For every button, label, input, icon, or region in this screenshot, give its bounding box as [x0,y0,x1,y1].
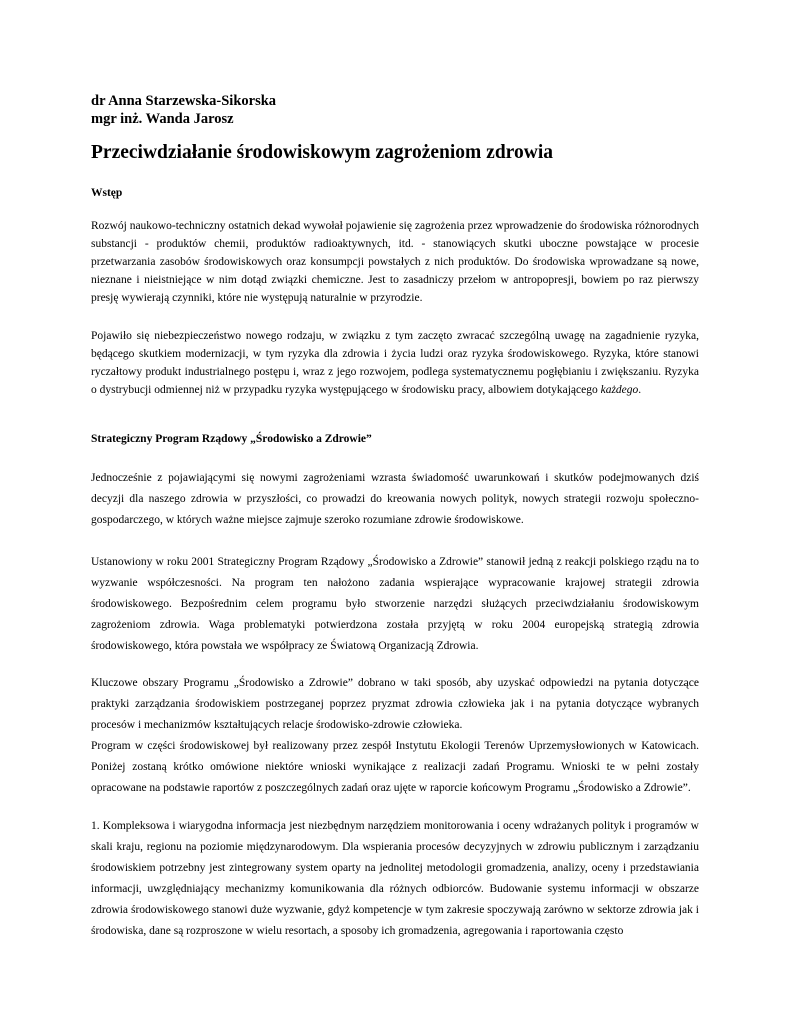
paragraph-2-end: . [638,384,642,396]
paragraph-2-emphasis: każdego [600,384,639,396]
authors-block [91,92,699,128]
paragraph-2 [91,327,699,399]
author-1: dr Anna Starzewska-Sikorska [91,93,277,109]
paragraph-5-block [91,673,699,799]
paragraph-2-text: Pojawiło się niebezpieczeństwo nowego rodzaju, w związku z tym zaczęto zwracać szczególną uwagę na zagadnienie ryzyka, będącego skutkiem modernizacji, w tym ryzyka dla zdrowia i życia ludzi oraz ryzyka środowiskowego. Ryzyka, które stanowi ryczałtowy produkt industrialnego postępu i, wraz z jego rozwojem, podlega systematycznemu pogłębianiu i zwiększaniu. Ryzyka o dystrybucji odmiennej niż w przypadku ryzyka występującego w środowisku pracy, albowiem dotykającego [91,330,699,396]
author-2: mgr inż. Wanda Jarosz [91,111,234,127]
paragraph-1: Rozwój naukowo-techniczny ostatnich dekad wywołał pojawienie się zagrożenia przez wprowadzenie do środowiska różnorodnych substancji - produktów chemii, produktów radioaktywnych, itd. - stanowiących skutki uboczne powstające w procesie przetwarzania zasobów środowiskowych oraz konsumpcji powstałych z nich produktów. Do środowiska wprowadzane są nowe, nieznane i nieistniejące w nim dotąd związki chemiczne. Jest to zasadniczy przełom w antropopresji, bowiem po raz pierwszy presję wywierają czynniki, które nie występują naturalnie w przyrodzie. [91,220,699,304]
paragraph-4: Ustanowiony w roku 2001 Strategiczny Program Rządowy „Środowisko a Zdrowie” stanowił jedną z reakcji polskiego rządu na to wyzwanie współczesności. Na program ten nałożono zadania wspierające wypracowanie krajowej strategii zdrowia środowiskowego. Bezpośrednim celem programu było stworzenie narzędzi służących przeciwdziałaniu środowiskowym zagrożeniom zdrowia. Waga problematyki potwierdzona została przyjętą w roku 2004 europejską strategią zdrowia środowiskowego, która powstała we współpracy ze Światową Organizacją Zdrowia. [91,556,699,652]
paragraph-5b: Program w części środowiskowej był realizowany przez zespół Instytutu Ekologii Terenów Uprzemysłowionych w Katowicach. Poniżej zostaną krótko omówione niektóre wnioski wynikające z realizacji zadań Programu. Wnioski te w pełni zostały opracowane na podstawie raportów z poszczególnych zadań oraz ujęte w raporcie końcowym Programu „Środowisko a Zdrowie”. [91,740,699,794]
paragraph-6: 1. Kompleksowa i wiarygodna informacja jest niezbędnym narzędziem monitorowania i oceny wdrażanych polityk i programów w skali kraju, regionu na poziomie międzynarodowym. Dla wspierania procesów decyzyjnych w zdrowiu publicznym i zarządzaniu środowiskiem potrzebny jest zintegrowany system oparty na jednolitej metodologii gromadzenia, analizy, oceny i przedstawiania informacji, uwzględniający mechanizmy komunikowania dla różnych odbiorców. Budowanie systemu informacji w obszarze zdrowia środowiskowego stanowi duże wyzwanie, gdyż kompetencje w tym zakresie spoczywają zarówno w sektorze zdrowia jak i środowiska, dane są rozproszone w wielu resortach, a sposoby ich gromadzenia, agregowania i raportowania często [91,820,699,937]
paragraph-3: Jednocześnie z pojawiającymi się nowymi zagrożeniami wzrasta świadomość uwarunkowań i skutków podejmowanych dziś decyzji dla naszego zdrowia w przyszłości, co prowadzi do kreowania nowych polityk, nowych strategii rozwoju społeczno-gospodarczego, w których ważne miejsce zajmuje szeroko rozumiane zdrowie środowiskowe. [91,472,699,526]
paragraph-5a: Kluczowe obszary Programu „Środowisko a Zdrowie” dobrano w taki sposób, aby uzyskać odpowiedzi na pytania dotyczące praktyki zarządzania środowiskiem postrzeganej poprzez pryzmat zdrowia człowieka jak i na pytania dotyczące wybranych procesów i mechanizmów kształtujących relacje środowisko-zdrowie człowieka. [91,677,699,731]
heading-introduction: Wstęp [91,187,123,199]
document-title: Przeciwdziałanie środowiskowym zagrożeniom zdrowia [91,142,553,163]
heading-strategic-program: Strategiczny Program Rządowy „Środowisko a Zdrowie” [91,433,372,445]
